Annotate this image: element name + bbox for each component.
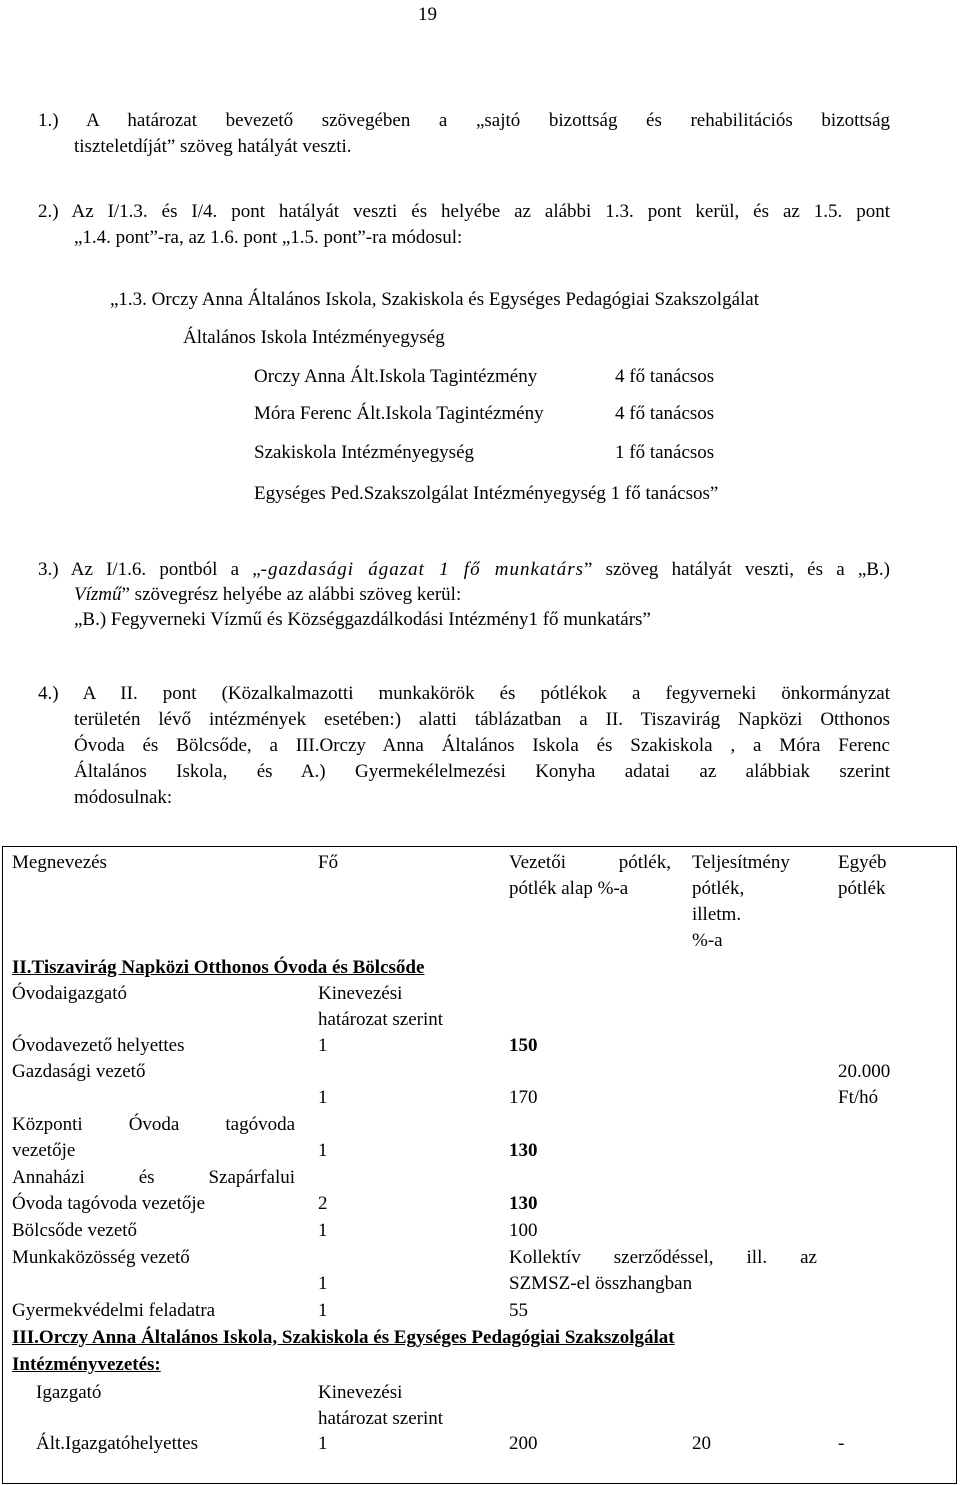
subsection-title: Intézményvezetés: bbox=[12, 1354, 161, 1375]
row-name: Óvodavezető helyettes bbox=[12, 1035, 185, 1056]
row-name: Óvoda tagóvoda vezetője bbox=[12, 1193, 206, 1214]
col-header-lead-2: pótlék alap %-a bbox=[509, 878, 629, 899]
row-other: 20.000 bbox=[838, 1061, 891, 1082]
row-count: határozat szerint bbox=[318, 1408, 444, 1429]
row-count: 1 bbox=[318, 1035, 328, 1056]
row-count: 1 bbox=[318, 1273, 328, 1294]
row-lead: 130 bbox=[509, 1193, 538, 1214]
p3-line1 bbox=[38, 557, 890, 583]
row-name: vezetője bbox=[12, 1140, 76, 1161]
table-border-bottom bbox=[2, 1483, 957, 1484]
row-name: Bölcsőde vezető bbox=[12, 1220, 138, 1241]
p3-line3: „B.) Fegyverneki Vízmű és Községgazdálkodási Intézmény1 fő munkatárs” bbox=[74, 609, 651, 630]
row-count: 1 bbox=[318, 1433, 328, 1454]
row-name: Óvodaigazgató bbox=[12, 983, 128, 1004]
unit-value: 4 fő tanácsos bbox=[615, 366, 715, 387]
row-lead: Kollektív szerződéssel, ill. az bbox=[509, 1247, 817, 1268]
section-heading: „1.3. Orczy Anna Általános Iskola, Szakiskola és Egységes Pedagógiai Szakszolgálat bbox=[110, 289, 759, 310]
row-name: Gyermekvédelmi feladatra bbox=[12, 1300, 216, 1321]
row-name: Annaházi és Szapárfalui bbox=[12, 1167, 295, 1188]
col-header-perf-3: illetm. bbox=[692, 904, 742, 925]
col-header-other-2: pótlék bbox=[838, 878, 886, 899]
row-other: - bbox=[838, 1433, 845, 1454]
table-border-right bbox=[956, 846, 957, 1484]
row-count: 2 bbox=[318, 1193, 328, 1214]
p3-line2-a: Vízmű bbox=[74, 584, 122, 605]
section-subheading: Általános Iskola Intézményegység bbox=[183, 327, 445, 348]
unit-last-row: Egységes Ped.Szakszolgálat Intézményegység 1 fő tanácsos” bbox=[254, 483, 719, 504]
col-header-perf-1: Teljesítmény bbox=[692, 852, 790, 873]
unit-value: 4 fő tanácsos bbox=[615, 403, 715, 424]
row-lead: 200 bbox=[509, 1433, 538, 1454]
p3-line2-b: ” szövegrész helyébe az alábbi szöveg kerül: bbox=[121, 584, 462, 605]
row-name: Központi Óvoda tagóvoda bbox=[12, 1114, 295, 1135]
section-iii-title: III.Orczy Anna Általános Iskola, Szakiskola és Egységes Pedagógiai Szakszolgálat bbox=[12, 1327, 675, 1348]
row-count: 1 bbox=[318, 1220, 328, 1241]
row-name: Gazdasági vezető bbox=[12, 1061, 146, 1082]
col-header-other-1: Egyéb bbox=[838, 852, 887, 873]
page-number: 19 bbox=[418, 4, 437, 25]
p1-line2: tiszteletdíját” szöveg hatályát veszti. bbox=[74, 136, 352, 157]
row-lead: SZMSZ-el összhangban bbox=[509, 1273, 693, 1294]
row-count: 1 bbox=[318, 1140, 328, 1161]
row-count: 1 bbox=[318, 1087, 328, 1108]
table-border-top bbox=[2, 846, 957, 847]
section-ii-title: II.Tiszavirág Napközi Otthonos Óvoda és Bölcsőde bbox=[12, 957, 425, 978]
row-lead: 130 bbox=[509, 1140, 538, 1161]
p1-line1: 1.) A határozat bevezető szövegében a „sajtó bizottság és rehabilitációs bizottság bbox=[38, 110, 890, 131]
row-other: Ft/hó bbox=[838, 1087, 879, 1108]
row-count: 1 bbox=[318, 1300, 328, 1321]
p4-line2: területén lévő intézmények esetében:) alatti táblázatban a II. Tiszavirág Napközi Otthonos bbox=[74, 709, 890, 730]
p2-line1: 2.) Az I/1.3. és I/4. pont hatályát veszti és helyébe az alábbi 1.3. pont kerül, és az 1.5. pont bbox=[38, 201, 890, 222]
row-perf: 20 bbox=[692, 1433, 711, 1454]
p4-line4: Általános Iskola, és A.) Gyermekélelmezési Konyha adatai az alábbiak szerint bbox=[74, 761, 890, 782]
row-lead: 55 bbox=[509, 1300, 528, 1321]
unit-name: Orczy Anna Ált.Iskola Tagintézmény bbox=[254, 366, 538, 387]
p4-line3: Óvoda és Bölcsőde, a III.Orczy Anna Általános Iskola és Szakiskola , a Móra Ferenc bbox=[74, 735, 890, 756]
col-header-name: Megnevezés bbox=[12, 852, 107, 873]
p3-line1-b: -gazdasági ágazat 1 fő munkatárs bbox=[260, 559, 585, 580]
p2-line2: „1.4. pont”-ra, az 1.6. pont „1.5. pont”-ra módosul: bbox=[74, 227, 463, 248]
unit-name: Szakiskola Intézményegység bbox=[254, 442, 475, 463]
row-lead: 170 bbox=[509, 1087, 538, 1108]
row-lead: 100 bbox=[509, 1220, 538, 1241]
row-name: Ált.Igazgatóhelyettes bbox=[36, 1433, 198, 1454]
p4-line5: módosulnak: bbox=[74, 787, 173, 808]
p3-line1-c: ” szöveg hatályát veszti, és a „B.) bbox=[584, 559, 890, 580]
p4-line1: 4.) A II. pont (Közalkalmazotti munkakörök és pótlékok a fegyverneki önkormányzat bbox=[38, 683, 890, 704]
col-header-perf-4: %-a bbox=[692, 930, 723, 951]
row-count: határozat szerint bbox=[318, 1009, 444, 1030]
col-header-lead-1: Vezetői pótlék, bbox=[509, 852, 671, 873]
unit-name: Móra Ferenc Ált.Iskola Tagintézmény bbox=[254, 403, 544, 424]
row-name: Munkaközösség vezető bbox=[12, 1247, 190, 1268]
row-count: Kinevezési bbox=[318, 983, 403, 1004]
p3-line1-a: 3.) Az I/1.6. pontból a „ bbox=[38, 559, 261, 580]
row-count: Kinevezési bbox=[318, 1382, 403, 1403]
col-header-count: Fő bbox=[318, 852, 339, 873]
col-header-perf-2: pótlék, bbox=[692, 878, 745, 899]
unit-value: 1 fő tanácsos bbox=[615, 442, 715, 463]
row-lead: 150 bbox=[509, 1035, 538, 1056]
table-border-left bbox=[2, 846, 3, 1484]
p3-line2 bbox=[74, 582, 461, 608]
row-name: Igazgató bbox=[36, 1382, 102, 1403]
